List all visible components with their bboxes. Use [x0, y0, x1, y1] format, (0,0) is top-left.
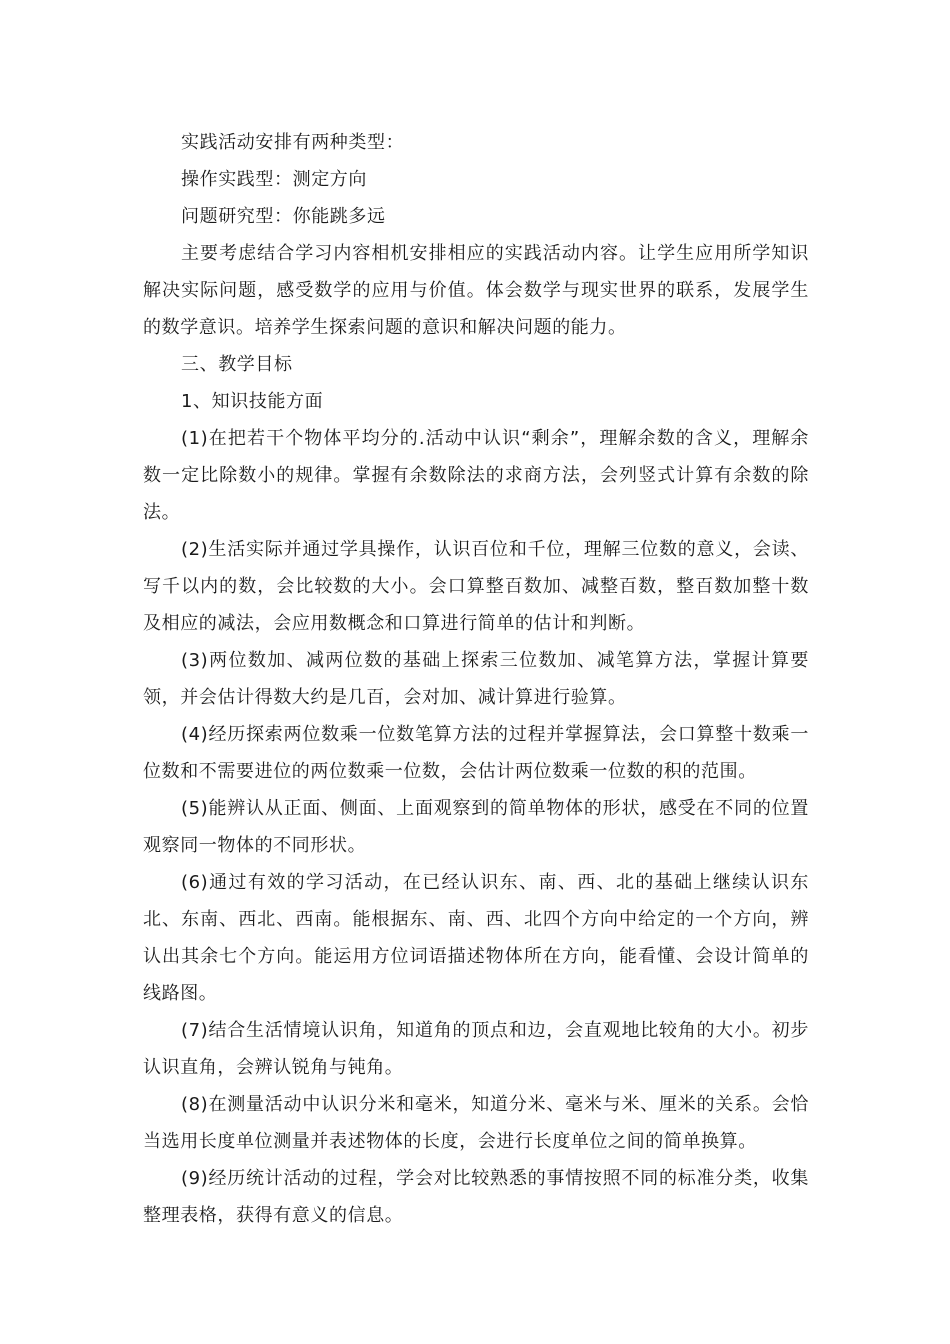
goal-item-6: (6)通过有效的学习活动，在已经认识东、南、西、北的基础上继续认识东北、东南、西北、西南。能根据东、南、西、北四个方向中给定的一个方向，辨认出其余七个方向。能运用方位词语描述物体所在方向，能看懂、会设计简单的线路图。 — [143, 872, 809, 1004]
goal-item-5: (5)能辨认从正面、侧面、上面观察到的简单物体的形状，感受在不同的位置观察同一物体的不同形状。 — [143, 798, 809, 856]
document-body — [143, 124, 809, 1234]
paragraph-main-consideration: 主要考虑结合学习内容相机安排相应的实践活动内容。让学生应用所学知识解决实际问题，感受数学的应用与价值。体会数学与现实世界的联系，发展学生的数学意识。培养学生探索问题的意识和解决问题的能力。 — [143, 243, 809, 338]
section-heading-teaching-goals: 三、教学目标 — [181, 354, 293, 375]
paragraph-problem-research: 问题研究型：你能跳多远 — [181, 206, 386, 227]
paragraph-activity-types: 实践活动安排有两种类型： — [181, 132, 405, 153]
goal-item-4: (4)经历探索两位数乘一位数笔算方法的过程并掌握算法，会口算整十数乘一位数和不需要进位的两位数乘一位数，会估计两位数乘一位数的积的范围。 — [143, 724, 809, 782]
goal-item-9: (9)经历统计活动的过程，学会对比较熟悉的事情按照不同的标准分类，收集整理表格，获得有意义的信息。 — [143, 1168, 809, 1226]
goal-item-7: (7)结合生活情境认识角，知道角的顶点和边，会直观地比较角的大小。初步认识直角，会辨认锐角与钝角。 — [143, 1020, 809, 1078]
goal-item-2: (2)生活实际并通过学具操作，认识百位和千位，理解三位数的意义，会读、写千以内的数，会比较数的大小。会口算整百数加、减整百数，整百数加整十数及相应的减法，会应用数概念和口算进行简单的估计和判断。 — [143, 539, 809, 634]
subheading-knowledge-skills: 1、知识技能方面 — [181, 391, 324, 412]
goal-item-8: (8)在测量活动中认识分米和毫米，知道分米、毫米与米、厘米的关系。会恰当选用长度单位测量并表述物体的长度，会进行长度单位之间的简单换算。 — [143, 1094, 809, 1152]
goal-item-3: (3)两位数加、减两位数的基础上探索三位数加、减笔算方法，掌握计算要领，并会估计得数大约是几百，会对加、减计算进行验算。 — [143, 650, 809, 708]
paragraph-operation-practice: 操作实践型：测定方向 — [181, 169, 367, 190]
goal-item-1: (1)在把若干个物体平均分的.活动中认识“剩余”，理解余数的含义，理解余数一定比除数小的规律。掌握有余数除法的求商方法，会列竖式计算有余数的除法。 — [143, 428, 809, 523]
